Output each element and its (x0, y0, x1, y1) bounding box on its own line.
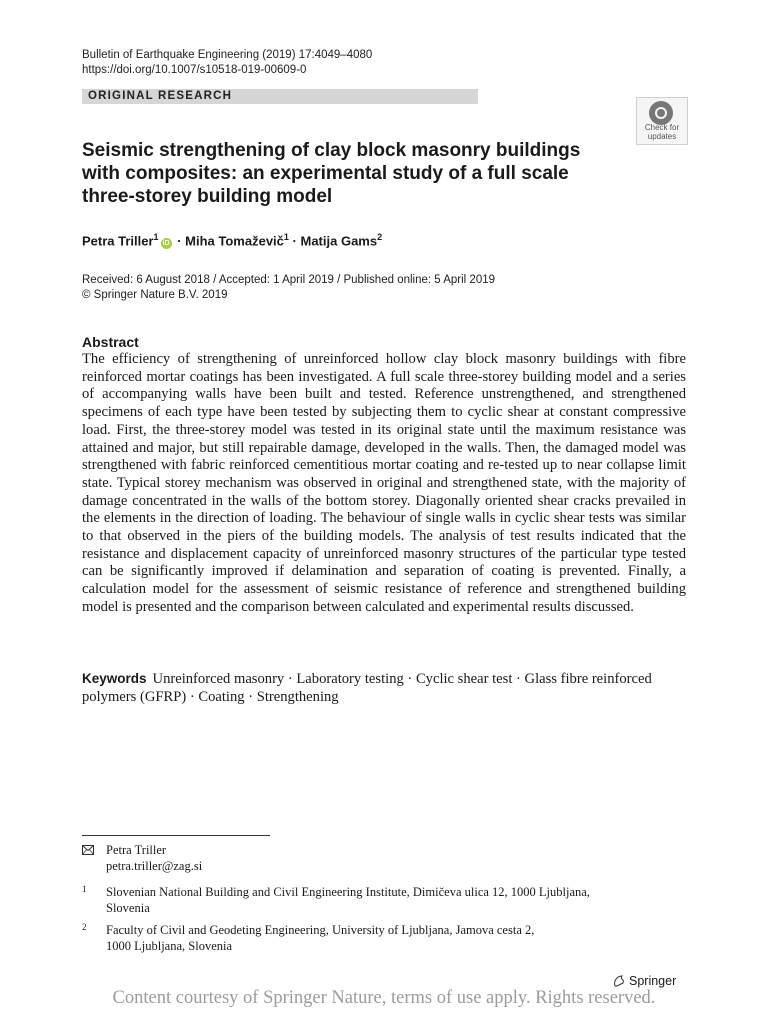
check-for-updates-badge[interactable] (636, 97, 688, 145)
affiliation-1: Slovenian National Building and Civil Engineering Institute, Dimičeva ulica 12, 1000 Ljubljana, Slovenia (106, 885, 590, 915)
affiliation-marker: 1 (283, 232, 289, 242)
author-list (82, 232, 382, 249)
publication-dates (82, 273, 495, 303)
abstract-heading: Abstract (82, 334, 139, 350)
publisher-logo (612, 974, 676, 988)
affiliation-number: 1 (82, 884, 87, 894)
affiliation-number: 2 (82, 922, 87, 932)
author-name[interactable]: Miha Tomaževič (185, 233, 284, 249)
affiliation-2: Faculty of Civil and Geodeting Engineering, University of Ljubljana, Jamova cesta 2, 1000 Ljubljana, Slovenia (106, 923, 535, 953)
affiliation-marker: 1 (153, 232, 159, 242)
footnote-divider (82, 835, 270, 836)
section-band (82, 89, 478, 104)
journal-header (82, 48, 372, 78)
check-for-updates-label: Check for updates (644, 123, 680, 141)
section-label: ORIGINAL RESEARCH (88, 90, 233, 102)
author-name[interactable]: Petra Triller (82, 233, 154, 249)
envelope-icon (82, 845, 94, 855)
courtesy-notice: Content courtesy of Springer Nature, terms of use apply. Rights reserved. (112, 988, 656, 1008)
corresponding-author (106, 843, 202, 874)
author-separator: · (292, 233, 297, 249)
keywords-text: Unreinforced masonry · Laboratory testing · Cyclic shear test · Glass fibre reinforced polymers (GFRP) · Coating · Strengthening (82, 671, 652, 705)
abstract-text: The efficiency of strengthening of unreinforced hollow clay block masonry buildings with fibre reinforced mortar coatings has been investigated. A full scale three-storey building model and a series of accompanying walls have been built and tested. Reference unstrengthened, and strengthened specimens of each type have been tested by subjecting them to cyclic shear at constant compressive load. First, the three-storey model was tested in its original state until the maximum resistance was attained and major, but still repairable damage, developed in the walls. Then, the damaged model was strengthened with fabric reinforced cementitious mortar coating and re-tested up to near collapse limit state. Typical storey mechanism was observed in original and strengthened state, with the majority of damage concentrated in the walls of the bottom storey. Diagonally oriented shear cracks prevailed in the elements in the direction of loading. The behaviour of single walls in cyclic shear tests was similar to that observed in the piers of the building models. The analysis of test results indicated that the resistance and displacement capacity of unreinforced masonry structures of the particular type tested can be significantly improved if delamination and separation of coating is prevented. Finally, a calculation model for the assessment of seismic resistance of reference and strengthened building model is presented and the comparison between calculated and experimental results discussed. (82, 351, 686, 615)
paper-title: Seismic strengthening of clay block masonry buildings with composites: an experimental study of a full scale three-storey building model (82, 140, 581, 207)
check-for-updates-icon (649, 101, 673, 125)
keywords-block (82, 670, 686, 706)
orcid-icon[interactable]: iD (162, 240, 170, 248)
journal-citation: Bulletin of Earthquake Engineering (2019) 17:4049–4080 (82, 49, 373, 61)
date-history: Received: 6 August 2018 / Accepted: 1 April 2019 / Published online: 5 April 2019 (82, 274, 496, 286)
affiliation-marker: 2 (377, 232, 383, 242)
author-name[interactable]: Matija Gams (300, 233, 378, 249)
doi-link[interactable]: https://doi.org/10.1007/s10518-019-00609-0 (82, 64, 307, 76)
keywords-label: Keywords (82, 671, 147, 686)
contact-email[interactable]: petra.triller@zag.si (106, 858, 203, 873)
springer-horse-icon (612, 974, 626, 988)
publisher-name: Springer (629, 974, 677, 988)
author-separator: · (177, 233, 182, 249)
contact-name: Petra Triller (106, 843, 167, 857)
copyright-line: © Springer Nature B.V. 2019 (82, 289, 228, 301)
